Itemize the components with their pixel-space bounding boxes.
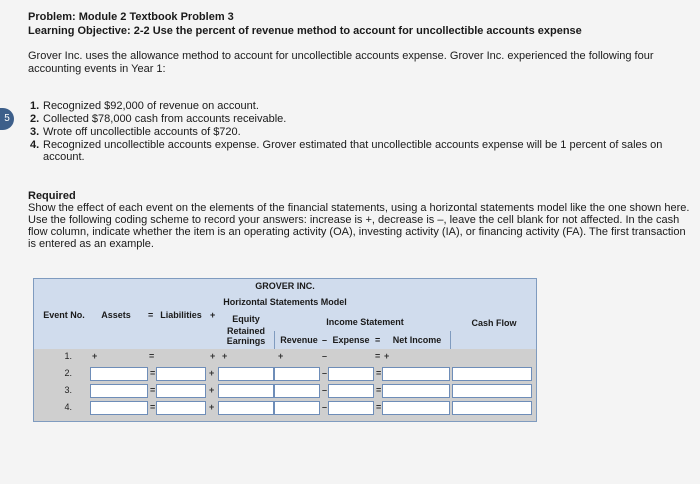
equals-op: = bbox=[150, 385, 156, 395]
assets-input[interactable] bbox=[90, 384, 148, 398]
divider bbox=[450, 331, 451, 349]
learning-objective: Learning Objective: 2-2 Use the percent of revenue method to account for uncollectible accounts expense bbox=[28, 25, 582, 37]
expense-input[interactable] bbox=[328, 367, 374, 381]
equals-op: = bbox=[150, 402, 156, 412]
revenue-input[interactable] bbox=[274, 384, 320, 398]
equals-op-2: = bbox=[376, 368, 382, 378]
event-text: Wrote off uncollectible accounts of $720. bbox=[43, 126, 241, 138]
col-plus-sign: + bbox=[210, 310, 216, 320]
revenue-sign: + bbox=[278, 351, 284, 361]
net-income-sign: + bbox=[384, 351, 390, 361]
equals-op-2: = bbox=[376, 402, 382, 412]
revenue-input[interactable] bbox=[274, 367, 320, 381]
horizontal-statements-table bbox=[33, 278, 537, 422]
event-item bbox=[30, 113, 690, 125]
liabilities-input[interactable] bbox=[156, 350, 206, 364]
plus-op: + bbox=[209, 368, 215, 378]
event-number: 4. bbox=[30, 139, 40, 151]
event-item bbox=[30, 100, 690, 112]
net-income-input[interactable] bbox=[382, 367, 450, 381]
table-row bbox=[34, 367, 536, 384]
assets-input[interactable] bbox=[90, 350, 150, 364]
event-text: Recognized uncollectible accounts expense. Grover estimated that uncollectible accounts expense will be 1 percent of sales on account. bbox=[43, 139, 663, 163]
col-equals-sign-2: = bbox=[375, 335, 381, 345]
col-retained-earnings: Retained Earnings bbox=[226, 326, 266, 346]
event-item bbox=[30, 126, 690, 138]
cash-flow-input[interactable] bbox=[452, 367, 532, 381]
income-statement-heading: Income Statement bbox=[326, 317, 404, 327]
model-title: Horizontal Statements Model bbox=[223, 297, 347, 307]
revenue-input[interactable] bbox=[274, 401, 320, 415]
assets-input[interactable] bbox=[90, 401, 148, 415]
equals-op-2: = bbox=[376, 385, 382, 395]
event-number: 2. bbox=[30, 113, 40, 125]
retained-earnings-sign: + bbox=[222, 351, 228, 361]
question-number-marker: 5 bbox=[0, 108, 14, 130]
col-equals-sign: = bbox=[148, 310, 154, 320]
problem-title: Problem: Module 2 Textbook Problem 3 bbox=[28, 11, 234, 23]
retained-earnings-input[interactable] bbox=[218, 367, 274, 381]
event-number-cell: 3. bbox=[64, 385, 72, 395]
expense-input[interactable] bbox=[328, 384, 374, 398]
col-net-income: Net Income bbox=[392, 335, 442, 345]
divider bbox=[274, 331, 275, 349]
event-item bbox=[30, 139, 690, 163]
event-number-cell: 4. bbox=[64, 402, 72, 412]
liabilities-input[interactable] bbox=[156, 367, 206, 381]
required-heading: Required bbox=[28, 190, 76, 202]
cash-flow-input[interactable] bbox=[452, 401, 532, 415]
col-liabilities: Liabilities bbox=[160, 310, 202, 320]
plus-op: + bbox=[210, 351, 216, 361]
problem-intro: Grover Inc. uses the allowance method to account for uncollectible accounts expense. Grover Inc. experienced the following four accounting events in Year 1: bbox=[28, 50, 654, 75]
table-row bbox=[34, 349, 536, 366]
event-number: 1. bbox=[30, 100, 40, 112]
table-row bbox=[34, 384, 536, 401]
event-text: Collected $78,000 cash from accounts receivable. bbox=[43, 113, 287, 125]
plus-op: + bbox=[209, 402, 215, 412]
table-header bbox=[34, 279, 536, 349]
event-number-cell: 2. bbox=[64, 368, 72, 378]
required-instructions: Show the effect of each event on the elements of the financial statements, using a horizontal statements model like the one shown here. Use the following coding scheme to record your answers: increase is +, decrease is –, leave the cell blank for not affected. In the cash flow column, indicate whether the item is an operating activity (OA), investing activity (IA), or financing activity (FA). The first transaction is entered as an example. bbox=[28, 202, 690, 250]
equals-op-2: = bbox=[375, 351, 381, 361]
equals-op: = bbox=[149, 351, 155, 361]
liabilities-input[interactable] bbox=[156, 384, 206, 398]
col-cash-flow: Cash Flow bbox=[471, 318, 517, 328]
assets-input[interactable] bbox=[90, 367, 148, 381]
col-assets: Assets bbox=[101, 310, 131, 320]
retained-earnings-input[interactable] bbox=[218, 401, 274, 415]
company-name: GROVER INC. bbox=[255, 281, 315, 291]
plus-op: + bbox=[209, 385, 215, 395]
col-expense: Expense bbox=[332, 335, 370, 345]
equals-op: = bbox=[150, 368, 156, 378]
col-minus-sign: – bbox=[322, 335, 328, 345]
retained-earnings-input[interactable] bbox=[218, 384, 274, 398]
col-equity: Equity bbox=[232, 314, 260, 324]
expense-input[interactable] bbox=[328, 401, 374, 415]
table-row bbox=[34, 401, 536, 418]
minus-op: – bbox=[322, 385, 328, 395]
event-list bbox=[30, 100, 690, 164]
assets-sign: + bbox=[92, 351, 98, 361]
problem-header bbox=[28, 10, 582, 38]
event-number-cell: 1. bbox=[64, 351, 72, 361]
col-event-no: Event No. bbox=[43, 310, 85, 320]
minus-op: – bbox=[322, 351, 328, 361]
minus-op: – bbox=[322, 368, 328, 378]
liabilities-input[interactable] bbox=[156, 401, 206, 415]
event-number: 3. bbox=[30, 126, 40, 138]
net-income-input[interactable] bbox=[382, 401, 450, 415]
event-text: Recognized $92,000 of revenue on account. bbox=[43, 100, 259, 112]
minus-op: – bbox=[322, 402, 328, 412]
cash-flow-input[interactable] bbox=[452, 384, 532, 398]
net-income-input[interactable] bbox=[382, 384, 450, 398]
col-revenue: Revenue bbox=[280, 335, 318, 345]
